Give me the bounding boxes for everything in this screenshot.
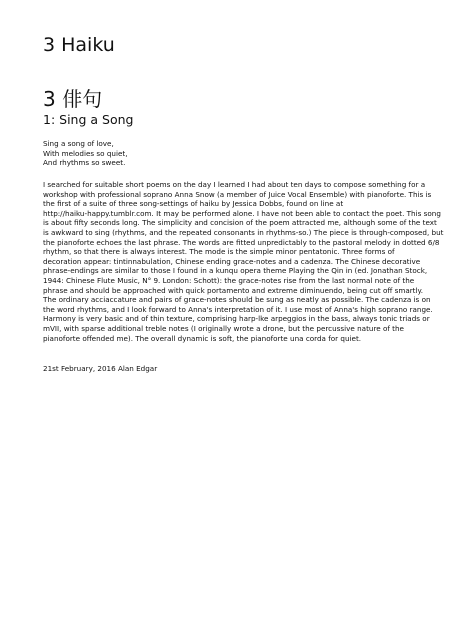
poem-line: And rhythms so sweet. xyxy=(43,158,126,168)
poem-line: Sing a song of love, xyxy=(43,139,114,148)
paragraph-line: Harmony is very basic and of thin texture, comprising harp-lke arpeggios in the bass, always tonic triads or xyxy=(43,314,430,324)
paragraph-line: pianoforte offended me). The overall dynamic is soft, the pianoforte una corda for quiet. xyxy=(43,333,362,343)
paragraph-line: the word rhythms, and I look forward to Anna's interpretation of it. I use most of Anna's high soprano range. xyxy=(43,304,433,314)
haiku-poem xyxy=(43,139,128,168)
commentary-paragraph xyxy=(43,180,444,343)
paragraph-line: the first of a suite of three song-settings of haiku by Jessica Dobbs, found on line at xyxy=(43,199,344,209)
paragraph-line: phrase-endings are similar to those I found in a kunqu opera theme Playing the Qin in (ed. Jonathan Stock, xyxy=(43,266,428,276)
section-title: 3 俳句 xyxy=(43,87,103,111)
paragraph-line: 1944: Chinese Flute Music, N° 9. London: Schott): the grace-notes rise from the last normal note of the xyxy=(43,275,415,285)
song-subtitle: 1: Sing a Song xyxy=(43,112,134,127)
paragraph-line: phrase and should be approached with quick portamento and extreme diminuendo, being cut off smartly. xyxy=(43,285,424,295)
paragraph-line: I searched for suitable short poems on the day I learned I had about ten days to compose something for a xyxy=(43,180,426,189)
document-title: 3 Haiku xyxy=(43,34,115,56)
paragraph-line: the pianoforte echoes the last phrase. The words are fitted unpredictably to the pastoral melody in dotted 6/8 xyxy=(43,237,440,247)
paragraph-line: http://haiku-happy.tumblr.com. It may be performed alone. I have not been able to contact the poet. This song xyxy=(43,208,441,218)
paragraph-line: decoration appear: tintinnabulation, Chinese ending grace-notes and a cadenza. The Chinese decorative xyxy=(43,256,421,266)
paragraph-line: The ordinary acciaccature and pairs of grace-notes should be sung as neatly as possible. The cadenza is on xyxy=(43,295,431,305)
paragraph-line: workshop with professional soprano Anna Snow (a member of Juice Vocal Ensemble) with pianoforte. This is xyxy=(43,189,432,199)
date-and-author: 21st February, 2016 Alan Edgar xyxy=(43,364,158,373)
paragraph-line: is awkward to sing (rhythms, and the repeated consonants in rhythms-so.) The piece is through-composed, but xyxy=(43,227,444,237)
poem-line: With melodies so quiet, xyxy=(43,148,128,158)
paragraph-line: rhythm, so that there is always interest. The mode is the simple minor pentatonic. Three forms of xyxy=(43,247,395,257)
paragraph-line: is about fifty seconds long. The simplicity and concision of the poem attracted me, although some of the text xyxy=(43,218,437,228)
paragraph-line: mVII, with sparse additional treble notes (I originally wrote a drone, but the percussive nature of the xyxy=(43,323,404,333)
